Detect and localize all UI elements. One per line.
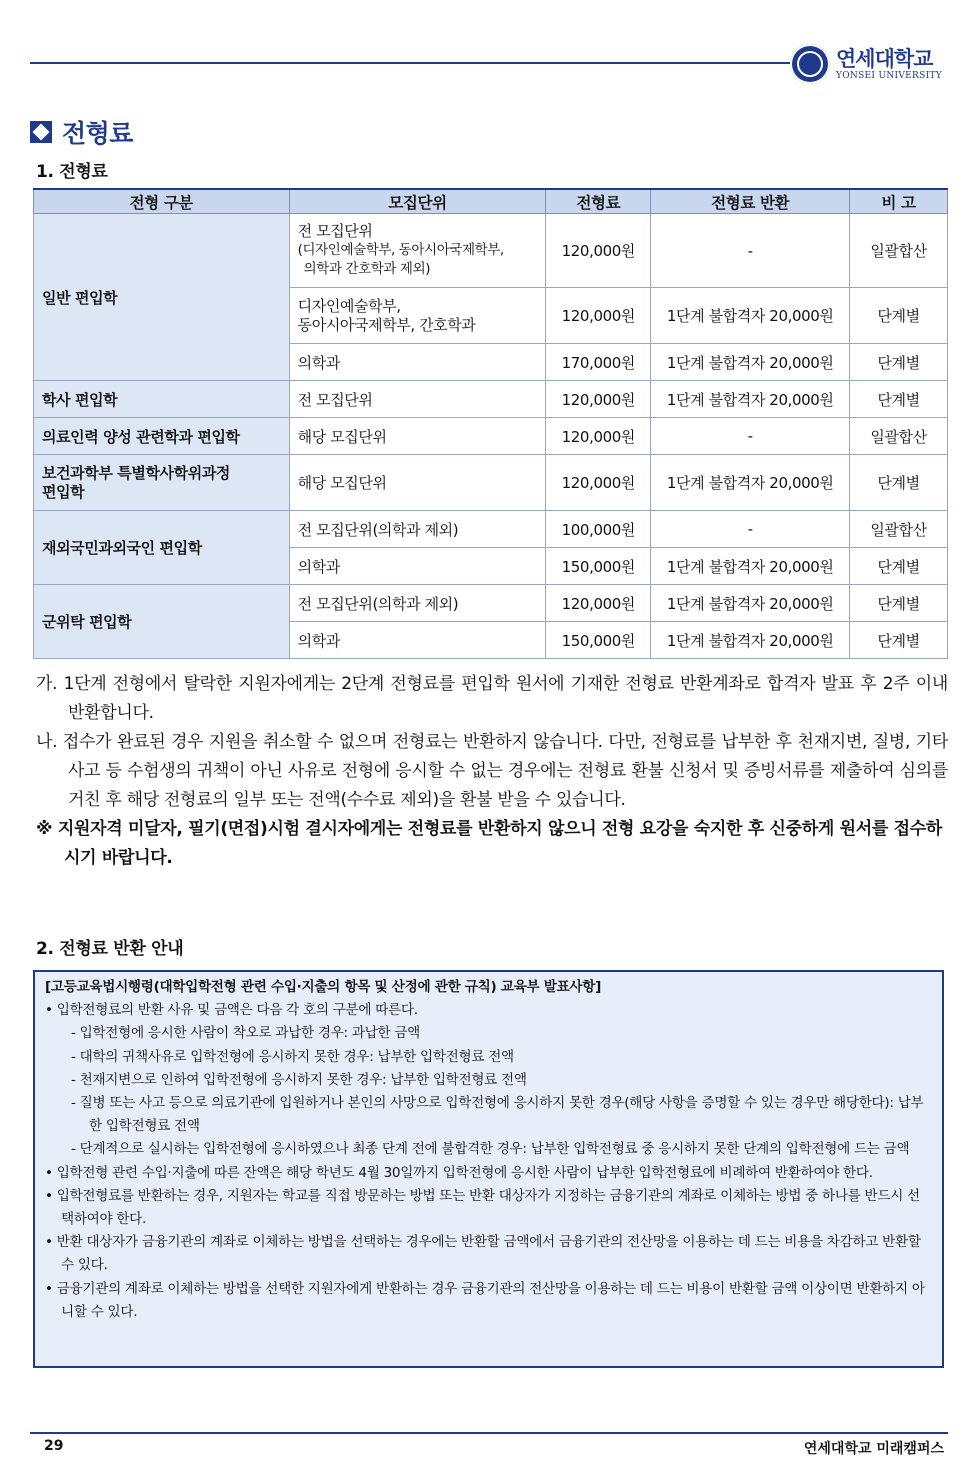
refund-regulation-box (33, 970, 944, 1368)
unit-text: 전 모집단위 (297, 222, 373, 240)
dash-item: - 대학의 귀책사유로 입학전형에 응시하지 못한 경우: 납부한 입학전형료 전액 (71, 1048, 514, 1065)
university-emblem-icon (790, 44, 830, 84)
table-row (34, 455, 948, 511)
table-row (34, 214, 948, 288)
category-text: 보건과학부 특별학사학위과정 (42, 463, 230, 482)
table-row (34, 511, 948, 548)
unit-cell: 해당 모집단위 (289, 418, 546, 455)
col-header: 모집단위 (289, 189, 546, 214)
note-na: 나. 접수가 완료된 경우 지원을 취소할 수 없으며 전형료는 반환하지 않습니다. 다만, 전형료를 납부한 후 천재지변, 질병, 기타 사고 등 수험생의 귀책이 아닌 사유로 전형에 응시할 수 없는 경우에는 전형료 환불 신청서 및 증빙서류를 제출하여 심의를 거친 후 해당 전형료의 일부 또는 전액(수수료 제외)을 환불 받을 수 있습니다. (36, 732, 948, 810)
table-row (34, 418, 948, 455)
fee-cell: 120,000원 (546, 418, 651, 455)
table-row (34, 381, 948, 418)
refund-cell: 1단계 불합격자 20,000원 (651, 622, 850, 659)
category-cell: 학사 편입학 (34, 381, 290, 418)
dash-item: - 천재지변으로 인하여 입학전형에 응시하지 못한 경우: 납부한 입학전형료 전액 (71, 1071, 527, 1088)
dash-item: - 질병 또는 사고 등으로 의료기관에 입원하거나 본인의 사망으로 입학전형에 응시하지 못한 경우(해당 사항을 증명할 수 있는 경우만 해당한다): 납부한 입학전형료 전액 (71, 1095, 924, 1135)
unit-cell: 전 모집단위(의학과 제외) (289, 511, 546, 548)
bullet-item: • 금융기관의 계좌로 이체하는 방법을 선택한 지원자에게 반환하는 경우 금융기관의 전산망을 이용하는 데 드는 비용이 반환할 금액 이상이면 반환하지 아니할 수 있다. (45, 1280, 925, 1320)
unit-note: 의학과 간호학과 제외) (303, 261, 431, 277)
refund-cell: 1단계 불합격자 20,000원 (651, 344, 850, 381)
category-cell (34, 455, 290, 511)
bullet-item: • 입학전형료를 반환하는 경우, 지원자는 학교를 직접 방문하는 방법 또는 반환 대상자가 지정하는 금융기관의 계좌로 이체하는 방법 중 하나를 반드시 선택하여야 한다. (45, 1187, 920, 1228)
col-header: 전형료 (546, 189, 651, 214)
refund-cell: 1단계 불합격자 20,000원 (651, 381, 850, 418)
note-cell: 단계별 (850, 288, 948, 344)
refund-cell: 1단계 불합격자 20,000원 (651, 288, 850, 344)
unit-cell: 전 모집단위(의학과 제외) (289, 585, 546, 622)
refund-cell: 1단계 불합격자 20,000원 (651, 455, 850, 511)
fee-notes (36, 670, 948, 873)
fee-cell: 150,000원 (546, 548, 651, 585)
unit-cell: 전 모집단위 (289, 381, 546, 418)
category-cell: 재외국민과외국인 편입학 (34, 511, 290, 585)
refund-cell: 1단계 불합격자 20,000원 (651, 585, 850, 622)
unit-cell: 의학과 (289, 548, 546, 585)
category-cell: 의료인력 양성 관련학과 편입학 (34, 418, 290, 455)
warning-note: ※ 지원자격 미달자, 필기(면접)시험 결시자에게는 전형료를 반환하지 않으니 전형 요강을 숙지한 후 신중하게 원서를 접수하시기 바랍니다. (36, 819, 942, 868)
unit-cell: 해당 모집단위 (289, 455, 546, 511)
note-cell: 일괄합산 (850, 511, 948, 548)
logo-korean: 연세대학교 (836, 46, 933, 71)
footer-rule (30, 1432, 948, 1434)
col-header: 전형료 반환 (651, 189, 850, 214)
refund-cell: 1단계 불합격자 20,000원 (651, 548, 850, 585)
diamond-bullet-icon (30, 121, 52, 143)
dash-item: - 입학전형에 응시한 사람이 착오로 과납한 경우: 과납한 금액 (71, 1025, 421, 1042)
fee-cell: 150,000원 (546, 622, 651, 659)
header-rule (30, 62, 800, 64)
unit-text: 디자인예술학부, (297, 296, 401, 315)
subheading-fee: 1. 전형료 (36, 162, 108, 182)
fee-cell: 120,000원 (546, 455, 651, 511)
fee-cell: 120,000원 (546, 381, 651, 418)
note-cell: 일괄합산 (850, 418, 948, 455)
note-ga: 가. 1단계 전형에서 탈락한 지원자에게는 2단계 전형료를 편입학 원서에 기재한 전형료 반환계좌로 합격자 발표 후 2주 이내 반환합니다. (36, 674, 948, 723)
col-header: 비 고 (850, 189, 948, 214)
section-title (30, 114, 133, 150)
col-header: 전형 구분 (34, 189, 290, 214)
refund-cell: - (651, 511, 850, 548)
note-cell: 단계별 (850, 585, 948, 622)
subheading-refund: 2. 전형료 반환 안내 (36, 939, 184, 959)
refund-cell: - (651, 418, 850, 455)
fee-cell: 120,000원 (546, 288, 651, 344)
logo-english: YONSEI UNIVERSITY (836, 70, 942, 81)
bullet-item: • 입학전형료의 반환 사유 및 금액은 다음 각 호의 구분에 따른다. (45, 1002, 418, 1019)
note-cell: 단계별 (850, 548, 948, 585)
table-header-row (34, 189, 948, 214)
bullet-item: • 입학전형 관련 수입·지출에 따른 잔액은 해당 학년도 4월 30일까지 입학전형에 응시한 사람이 납부한 입학전형료에 비례하여 반환하여야 한다. (45, 1164, 873, 1181)
page-number: 29 (44, 1438, 64, 1454)
category-cell: 일반 편입학 (34, 214, 290, 381)
footer-campus: 연세대학교 미래캠퍼스 (803, 1441, 944, 1457)
refund-cell: - (651, 214, 850, 288)
unit-text: 동아시아국제학부, 간호학과 (297, 315, 476, 334)
note-cell: 일괄합산 (850, 214, 948, 288)
note-cell: 단계별 (850, 622, 948, 659)
note-cell: 단계별 (850, 455, 948, 511)
note-cell: 단계별 (850, 344, 948, 381)
table-row (34, 585, 948, 622)
regulation-heading: [고등교육법시행령(대학입학전형 관련 수입·지출의 항목 및 산정에 관한 규칙) 교육부 발표사항] (45, 979, 602, 995)
section-title-text: 전형료 (62, 119, 133, 148)
fee-table (33, 188, 948, 659)
category-text: 편입학 (42, 482, 85, 501)
category-cell: 군위탁 편입학 (34, 585, 290, 659)
unit-cell (289, 288, 546, 344)
unit-cell (289, 214, 546, 288)
fee-cell: 100,000원 (546, 511, 651, 548)
unit-cell: 의학과 (289, 622, 546, 659)
fee-cell: 120,000원 (546, 214, 651, 288)
bullet-item: • 반환 대상자가 금융기관의 계좌로 이체하는 방법을 선택하는 경우에는 반환할 금액에서 금융기관의 전산망을 이용하는 데 드는 비용을 차감하고 반환할 수 있다. (45, 1234, 921, 1274)
unit-cell: 의학과 (289, 344, 546, 381)
unit-note: (디자인예술학부, 동아시아국제학부, (297, 242, 504, 258)
fee-cell: 170,000원 (546, 344, 651, 381)
university-logo (790, 44, 942, 84)
fee-cell: 120,000원 (546, 585, 651, 622)
note-cell: 단계별 (850, 381, 948, 418)
dash-item: - 단계적으로 실시하는 입학전형에 응시하였으나 최종 단계 전에 불합격한 경우: 납부한 입학전형료 중 응시하지 못한 단계의 입학전형에 드는 금액 (71, 1141, 910, 1158)
